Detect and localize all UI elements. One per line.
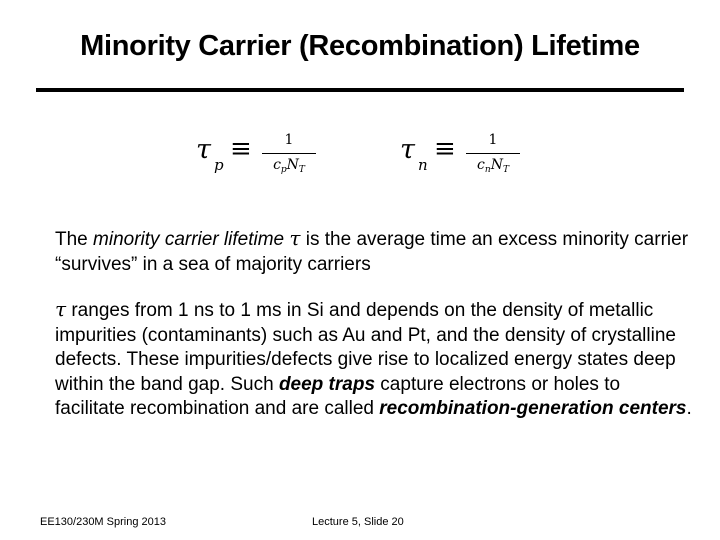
fraction-numerator: 1: [488, 132, 498, 148]
tau-symbol: τ: [400, 134, 415, 165]
fraction-denominator: [466, 157, 520, 175]
course-footer: EE130/230M Spring 2013: [40, 516, 166, 528]
equation-electron-lifetime: [400, 126, 540, 182]
fraction-denominator: [262, 157, 316, 175]
text-span: .: [686, 398, 692, 419]
capture-coefficient: c: [477, 157, 485, 173]
fraction-bar: [466, 153, 520, 154]
trap-density: N: [490, 157, 503, 173]
tau-symbol: τ: [196, 134, 211, 165]
slide-number-footer: Lecture 5, Slide 20: [312, 516, 404, 528]
text-span: capture electrons or holes to facilitate recombination and are called: [55, 373, 621, 419]
text-span: ranges from 1 ns to 1 ms in Si and depends on the density of metallic impurities (contaminants) such as Au and Pt, and the density of crystalline defects. These impurities/defects give rise to localized energy states deep within the band gap. Such: [55, 300, 676, 395]
emphasis-term: minority carrier lifetime: [93, 229, 285, 250]
tau-symbol: τ: [55, 297, 67, 321]
text-span: The: [55, 229, 94, 250]
tau-subscript: n: [418, 156, 428, 174]
trap-density: N: [286, 157, 299, 173]
lifetime-definition-paragraph: [55, 226, 695, 277]
trap-density-subscript: T: [502, 165, 509, 175]
text-span: is the average time an excess minority carrier “survives” in a sea of majority carriers: [55, 229, 689, 275]
capture-coefficient: c: [273, 157, 281, 173]
equivalence-sign: ≡: [434, 134, 456, 164]
emphasis-term: deep traps: [278, 373, 376, 395]
fraction-numerator: 1: [284, 132, 294, 148]
capture-coefficient-subscript: p: [280, 165, 287, 175]
capture-coefficient-subscript: n: [484, 165, 491, 175]
equivalence-sign: ≡: [230, 134, 252, 164]
fraction-bar: [262, 153, 316, 154]
slide-title: Minority Carrier (Recombination) Lifetime: [80, 30, 640, 62]
lifetime-range-paragraph: [55, 297, 695, 422]
equation-hole-lifetime: [196, 126, 336, 182]
tau-symbol: τ: [289, 226, 301, 250]
tau-subscript: p: [214, 156, 224, 174]
emphasis-term: recombination-generation centers: [379, 398, 687, 419]
trap-density-subscript: T: [298, 165, 305, 175]
title-divider: [36, 88, 684, 92]
